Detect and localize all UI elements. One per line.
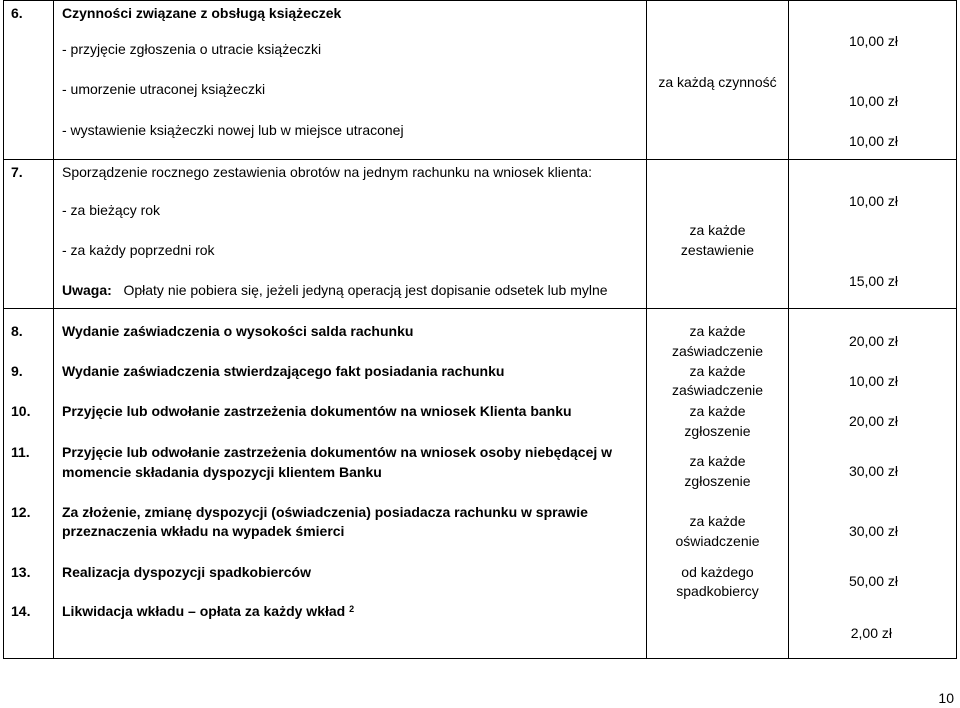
fee-unit: zaświadczenie: [671, 343, 764, 359]
fee-amount: 10,00 zł: [848, 93, 898, 109]
fee-unit: zestawienie: [680, 242, 755, 258]
row-title: Realizacja dyspozycji spadkobierców: [62, 564, 311, 580]
row-number: 8.: [11, 323, 23, 339]
fee-unit: zgłoszenie: [684, 423, 751, 439]
row-title: przeznaczenia wkładu na wypadek śmierci: [62, 523, 345, 539]
row-title: Przyjęcie lub odwołanie zastrzeżenia dokumentów na wniosek osoby niebędącej w: [62, 444, 613, 460]
row-number: 11.: [11, 444, 30, 460]
fee-amount: 10,00 zł: [848, 133, 898, 149]
row-number: 13.: [11, 564, 31, 580]
fee-amount: 10,00 zł: [848, 193, 898, 209]
row-number: 7.: [11, 164, 23, 180]
fee-unit: zgłoszenie: [684, 473, 751, 489]
fee-unit: spadkobiercy: [676, 583, 759, 599]
fee-amount: 15,00 zł: [848, 273, 898, 289]
fee-amount: 20,00 zł: [848, 333, 898, 349]
fee-unit: za każdą czynność: [658, 74, 777, 90]
row-title: [62, 602, 354, 621]
row-number: 6.: [11, 5, 23, 21]
row-number: 14.: [11, 603, 31, 619]
row-number: 10.: [11, 403, 31, 419]
row-divider: [3, 159, 957, 160]
page-number: 10: [938, 690, 954, 706]
col-divider-number: [53, 0, 54, 659]
fee-unit: zaświadczenie: [671, 382, 764, 398]
list-item: - umorzenie utraconej książeczki: [62, 81, 266, 97]
fee-amount: 2,00 zł: [850, 625, 892, 641]
note: [62, 281, 608, 300]
row-title: Przyjęcie lub odwołanie zastrzeżenia dokumentów na wniosek Klienta banku: [62, 403, 572, 419]
fee-unit: za każde: [689, 222, 746, 238]
fee-unit: za każde: [689, 323, 746, 339]
fee-unit: za każde: [689, 513, 746, 529]
fee-amount: 30,00 zł: [848, 523, 898, 539]
fee-amount: 50,00 zł: [848, 573, 898, 589]
fee-unit: za każde: [689, 363, 746, 379]
list-item: - wystawienie książeczki nowej lub w miejsce utraconej: [62, 122, 404, 138]
row-title-text: Likwidacja wkładu – opłata za każdy wkład: [62, 603, 346, 619]
footnote-marker: 2: [349, 604, 355, 614]
col-divider-fee: [788, 0, 789, 659]
row-title: Czynności związane z obsługą książeczek: [62, 5, 342, 21]
row-title: Za złożenie, zmianę dyspozycji (oświadczenia) posiadacza rachunku w sprawie: [62, 504, 588, 520]
list-item: - za bieżący rok: [62, 202, 161, 218]
row-number: 12.: [11, 504, 31, 520]
row-title: momencie składania dyspozycji klientem Banku: [62, 464, 382, 480]
row-title: Sporządzenie rocznego zestawienia obrotów na jednym rachunku na wniosek klienta:: [62, 164, 592, 180]
row-number: 9.: [11, 363, 23, 379]
row-title: Wydanie zaświadczenia stwierdzającego fakt posiadania rachunku: [62, 363, 505, 379]
list-item: - przyjęcie zgłoszenia o utracie książeczki: [62, 41, 322, 57]
list-item: - za każdy poprzedni rok: [62, 242, 215, 258]
fee-unit: za każde: [689, 453, 746, 469]
fee-unit: od każdego: [681, 564, 754, 580]
fee-amount: 10,00 zł: [848, 373, 898, 389]
row-divider: [3, 308, 957, 309]
fee-unit: oświadczenie: [675, 533, 760, 549]
fee-unit: za każde: [689, 403, 746, 419]
note-text: Opłaty nie pobiera się, jeżeli jedyną operacją jest dopisanie odsetek lub mylne: [123, 282, 608, 298]
fee-amount: 10,00 zł: [848, 33, 898, 49]
fee-amount: 30,00 zł: [848, 463, 898, 479]
note-label: Uwaga:: [62, 282, 112, 298]
row-title: Wydanie zaświadczenia o wysokości salda rachunku: [62, 323, 414, 339]
fee-amount: 20,00 zł: [848, 413, 898, 429]
